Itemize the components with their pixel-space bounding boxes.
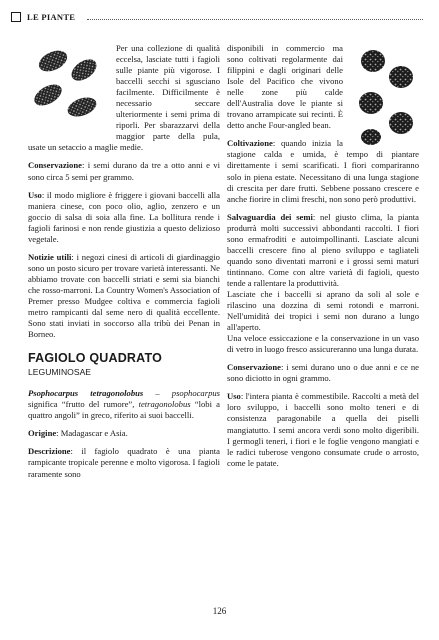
page-number: 126 <box>212 606 227 616</box>
text-conservazione-right: : i semi durano uno o due anni e ce ne sono diciotto in ogni grammo. <box>227 362 419 384</box>
latin-text-3: “lobi a quattro angoli” in greco, riferito ai suoi baccelli. <box>28 399 220 421</box>
label-salvaguardia: Salvaguardia dei semi <box>227 211 313 222</box>
text-conservazione: : i semi durano da tre a otto anni e vi sono circa 5 semi per grammo. <box>28 160 220 182</box>
bean-seeds-icon <box>28 43 108 133</box>
latin-species: tetragonolobus <box>138 399 191 410</box>
header-checkbox-icon <box>11 12 21 22</box>
page-header <box>11 11 423 25</box>
latin-genus: psophocarpus <box>171 388 221 399</box>
paragraph-conservazione-right <box>227 362 419 384</box>
paragraph-descrizione-cont: disponibili in commercio ma sono coltivati regolarmente dai filippini e dagli originari delle Isole del Pacifico che vivono nelle zone più calde dell'Australia dove le piante si trovano arrampicate sui recinti. È detto anche Four-angled bean. <box>227 43 343 131</box>
paragraph-descrizione <box>28 446 220 479</box>
label-conservazione: Conservazione <box>28 160 82 171</box>
paragraph-latin-name <box>28 388 220 421</box>
label-conservazione-right: Conservazione <box>227 362 281 373</box>
text-notizie-utili: : i negozi cinesi di articoli di giardinaggio sono un posto sicuro per trovare varietà interessanti. Ne abbiamo trovate con baccelli striati e semi sia bianchi che rosso-marroni. La Country Women's Association of Premer presso Mudgee coltiva e commercia fagioli metro rampicanti dal seme nero di qualità eccellente. Sono stati inviati in soccorso alla tribù dei Penan in Borneo. <box>28 251 220 340</box>
label-uso-right: Uso <box>227 391 241 402</box>
text-uso-right: : l'intera pianta è commestibile. Raccolti a metà del loro sviluppo, i baccelli sono molto teneri e di consistenza paragonabile a quella dei piselli mangiatutto. I semi ancora verdi sono molto digeribili. I germogli teneri, i fiori e le foglie vengono mangiati e le radici tuberose vengono consumate crude o arrosto, come le patate. <box>227 391 419 468</box>
paragraph-uso <box>28 190 220 245</box>
text-salvaguardia-3: Una veloce essiccazione e la conservazione in un vaso di vetro in luogo fresco assicureranno una lunga durata. <box>227 333 419 355</box>
round-seeds-icon <box>349 43 419 147</box>
paragraph-salvaguardia <box>227 212 419 356</box>
paragraph-intro: Per una collezione di qualità eccelsa, lasciate tutti i fagioli sulle piante più vigorose. I baccelli secchi si sgusciano facilmente. Difficilmente è necessario seccare ulteriormente i semi prima di riporli. Per sbarazzarvi della maggior parte della pula, usate un setaccio a maglie medie. <box>28 43 220 153</box>
text-salvaguardia-1: : nel giusto clima, la pianta produrrà molti successivi abbondanti raccolti. I fiori sono ermafroditi e autoimpollinanti. Lasciate alcuni baccelli crescere fino al pieno sviluppo e tagliateli quando sono diventati marroni e i grossi semi maturi tintinnano. Come con altre varietà di fagioli, questo tende a rallentare la produttività. <box>227 211 419 288</box>
label-notizie-utili: Notizie utili <box>28 251 72 262</box>
paragraph-conservazione <box>28 160 220 182</box>
header-title: LE PIANTE <box>27 12 76 22</box>
left-column <box>28 43 220 487</box>
text-uso: : il modo migliore è friggere i giovani baccelli alla maniera cinese, con poco olio, aglio, zenzero e un goccio di salsa di soia alla fine. La bollitura rende i fagioli farinosi e non rende giustizia a questo delizioso vegetale. <box>28 189 220 244</box>
latin-name: Psophocarpus tetragonolobus <box>28 388 144 399</box>
text-coltivazione: : quando inizia la stagione calda e umida, è tempo di piantare direttamente i semi scarificati. I fiori compariranno solo in piena estate. Necessitano di una lunga stagione di crescita per dare frutti. Sebbene possano crescere e anche fiorire in climi freschi, non sono però produttivi. <box>227 138 419 204</box>
mottled-bean-seeds-image <box>28 43 108 133</box>
paragraph-notizie-utili <box>28 252 220 340</box>
header-dotted-rule <box>87 19 423 20</box>
section-subtitle: LEGUMINOSAE <box>28 367 92 378</box>
round-bean-seeds-image <box>349 43 419 147</box>
right-column <box>227 43 419 476</box>
text-origine: : Madagascar e Asia. <box>56 428 128 439</box>
paragraph-origine <box>28 428 220 439</box>
latin-dash: – <box>143 388 172 399</box>
text-salvaguardia-2: Lasciate che i baccelli si aprano da soli al sole e rilascino una dozzina di semi rotondi e marroni. Nell'umidità dei tropici i semi non durano a lungo all'aperto. <box>227 288 419 333</box>
paragraph-coltivazione <box>227 138 419 204</box>
text-descrizione: : il fagiolo quadrato è una pianta rampicante tropicale perenne e molto vigorosa. I fagioli raramente sono <box>28 446 220 479</box>
label-origine: Origine <box>28 428 57 439</box>
latin-text-2: significa “frutto del rumore”, <box>28 399 139 410</box>
label-descrizione: Descrizione <box>28 446 71 457</box>
label-uso: Uso <box>28 189 42 200</box>
label-coltivazione: Coltivazione <box>227 138 273 149</box>
section-title: FAGIOLO QUADRATO <box>28 351 162 366</box>
paragraph-uso-right <box>227 391 419 468</box>
